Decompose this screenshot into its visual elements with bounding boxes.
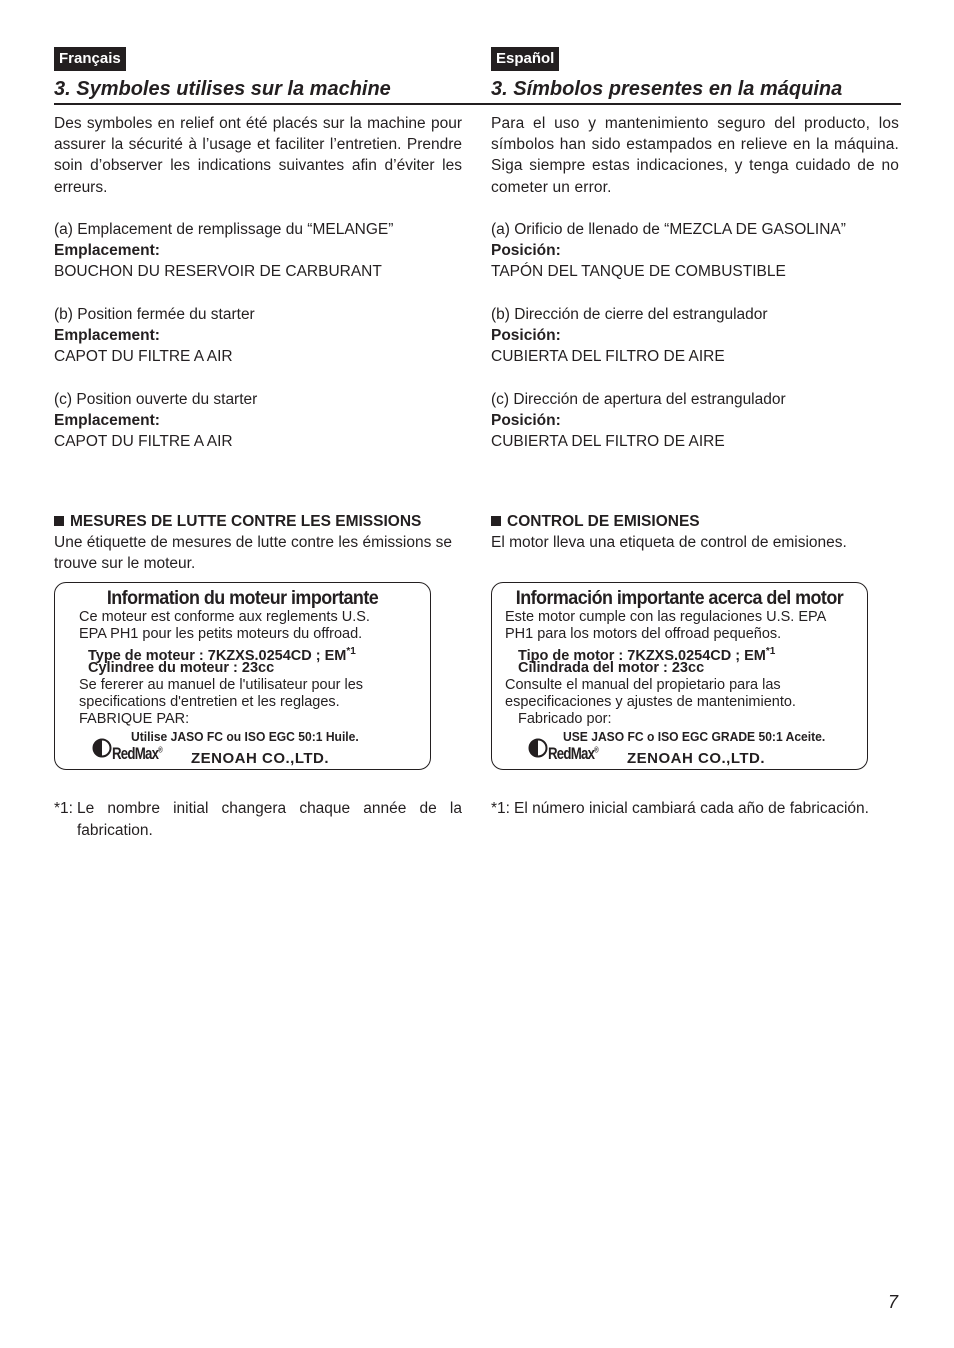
- engine-label-title: Información importante acerca del motor: [515, 587, 844, 609]
- emissions-heading: CONTROL DE EMISIONES: [491, 511, 899, 532]
- footnote-french: [54, 798, 462, 842]
- item-title: (b) Dirección de cierre del estrangulador: [491, 306, 768, 323]
- page-number: 7: [888, 1292, 899, 1312]
- location-label: Posición:: [491, 412, 561, 430]
- engine-type-line: Tipo de motor : 7KZXS.0254CD ; EM$^{*1}$: [518, 646, 776, 664]
- footnote-text: Le nombre initial changera chaque année de la fabrication.: [77, 800, 462, 839]
- location-label: Posición:: [491, 242, 561, 260]
- emissions-section-spanish: [491, 511, 899, 553]
- section-heading-spanish: 3. Símbolos presentes en la máquina: [491, 78, 843, 100]
- engine-label-title: Information du moteur importante: [106, 587, 379, 609]
- engine-label-french: [54, 582, 431, 770]
- made-by-line: Fabricado por:: [518, 711, 612, 727]
- label-line-1: Este motor cumple con las regulaciones U.S. EPA: [505, 609, 827, 625]
- label-line-5: Se fererer au manuel de l'utilisateur pour les: [79, 677, 364, 693]
- location-value: BOUCHON DU RESERVOIR DE CARBURANT: [54, 263, 382, 281]
- footnote-text: El número inicial cambiará cada año de fabricación.: [514, 800, 869, 817]
- section-heading-french: 3. Symboles utilises sur la machine: [54, 78, 391, 100]
- fuel-line: Utilise JASO FC ou ISO EGC 50:1 Huile.: [131, 729, 359, 744]
- symbol-item-c-french: [54, 389, 462, 453]
- label-line-6: specifications d'entretien et les reglages.: [79, 694, 340, 710]
- redmax-logo-icon: [528, 738, 548, 758]
- heading-rule: [54, 103, 901, 105]
- engine-type-line: Type de moteur : 7KZXS.0254CD ; EM$^{*1}$: [88, 646, 356, 664]
- redmax-logo-text: RedMax®: [548, 744, 598, 763]
- redmax-logo-text: RedMax®: [112, 744, 162, 763]
- location-label: Emplacement:: [54, 327, 160, 345]
- item-title: (b) Position fermée du starter: [54, 306, 255, 323]
- symbol-item-b-french: [54, 304, 462, 368]
- location-value: TAPÓN DEL TANQUE DE COMBUSTIBLE: [491, 263, 786, 281]
- location-value: CAPOT DU FILTRE A AIR: [54, 348, 233, 366]
- label-line-1: Ce moteur est conforme aux reglements U.S.: [79, 609, 370, 625]
- location-label: Posición:: [491, 327, 561, 345]
- emissions-text: Une étiquette de mesures de lutte contre les émissions se trouve sur le moteur.: [54, 534, 453, 573]
- intro-paragraph-french: Des symboles en relief ont été placés sur la machine pour assurer la sécurité à l’usage et faciliter l’entretien. Prendre soin d’observer les indications suivantes afin d’éviter les erreurs.: [54, 115, 462, 196]
- fuel-line: USE JASO FC o ISO EGC GRADE 50:1 Aceite.: [563, 729, 826, 744]
- item-title: (c) Dirección de apertura del estrangulador: [491, 391, 786, 408]
- language-badge-spanish: Español: [491, 47, 559, 71]
- engine-label-spanish: [491, 582, 868, 770]
- redmax-logo-icon: [92, 738, 112, 758]
- emissions-section-french: [54, 511, 462, 575]
- footnote-mark: *1:: [54, 800, 73, 817]
- item-title: (a) Orificio de llenado de “MEZCLA DE GASOLINA”: [491, 221, 846, 238]
- symbol-item-c-spanish: [491, 389, 899, 453]
- footnote-mark: *1:: [491, 800, 510, 817]
- symbol-item-a-french: [54, 219, 462, 283]
- bullet-square-icon: [54, 516, 64, 526]
- company-name: ZENOAH CO.,LTD.: [627, 750, 766, 767]
- item-title: (a) Emplacement de remplissage du “MELANGE”: [54, 221, 394, 238]
- made-by-line: FABRIQUE PAR:: [79, 711, 190, 727]
- symbol-item-b-spanish: [491, 304, 899, 368]
- location-label: Emplacement:: [54, 242, 160, 260]
- symbol-item-a-spanish: [491, 219, 899, 283]
- bullet-square-icon: [491, 516, 501, 526]
- label-line-2: EPA PH1 pour les petits moteurs du offroad.: [79, 626, 363, 642]
- language-badge-french: Français: [54, 47, 126, 71]
- displacement-line: Cylindree du moteur : 23cc: [88, 660, 275, 676]
- location-value: CAPOT DU FILTRE A AIR: [54, 433, 233, 451]
- location-label: Emplacement:: [54, 412, 160, 430]
- emissions-heading: MESURES DE LUTTE CONTRE LES EMISSIONS: [54, 511, 462, 532]
- company-name: ZENOAH CO.,LTD.: [191, 750, 330, 767]
- footnote-spanish: [491, 798, 901, 820]
- emissions-text: El motor lleva una etiqueta de control de emisiones.: [491, 534, 847, 552]
- label-line-6: especificaciones y ajustes de mantenimiento.: [505, 694, 796, 710]
- label-line-5: Consulte el manual del propietario para las: [505, 677, 781, 693]
- intro-paragraph-spanish: Para el uso y mantenimiento seguro del producto, los símbolos han sido estampados en relieve en la máquina. Siga siempre estas indicaciones, y tenga cuidado de no cometer un error.: [491, 115, 899, 196]
- location-value: CUBIERTA DEL FILTRO DE AIRE: [491, 348, 725, 366]
- label-line-2: PH1 para los motors del offroad pequeños.: [505, 626, 782, 642]
- location-value: CUBIERTA DEL FILTRO DE AIRE: [491, 433, 725, 451]
- item-title: (c) Position ouverte du starter: [54, 391, 258, 408]
- displacement-line: Cilindrada del motor : 23cc: [518, 660, 705, 676]
